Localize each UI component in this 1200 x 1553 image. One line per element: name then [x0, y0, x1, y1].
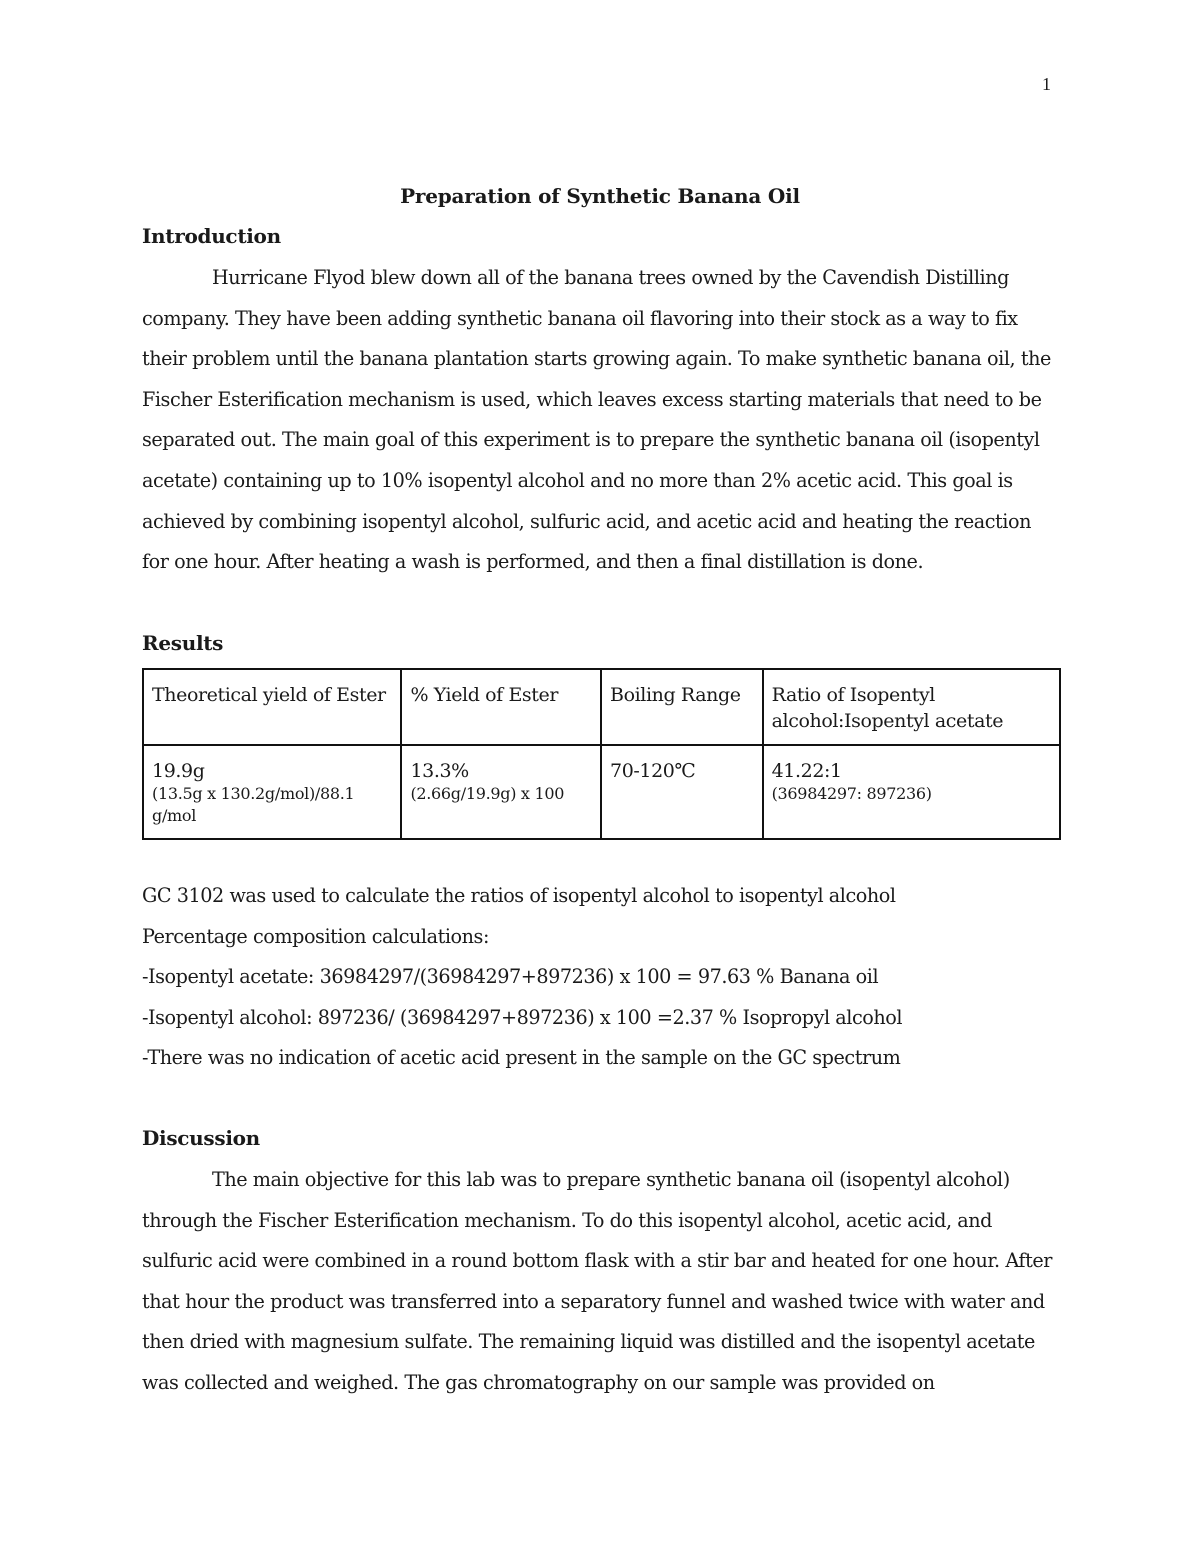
results-table	[142, 668, 1061, 840]
table-header-cell: Boiling Range	[601, 669, 763, 745]
cell-calculation: (13.5g x 130.2g/mol)/88.1 g/mol	[152, 784, 355, 825]
discussion-heading: Discussion	[142, 1126, 260, 1150]
cell-value: 13.3%	[410, 760, 469, 782]
cell-value: 19.9g	[152, 760, 205, 782]
introduction-heading: Introduction	[142, 224, 281, 248]
cell-calculation: (36984297: 897236)	[771, 784, 932, 803]
table-header-cell: % Yield of Ester	[401, 669, 601, 745]
table-header-cell: Theoretical yield of Ester	[143, 669, 401, 745]
table-row	[143, 745, 1060, 839]
page-number: 1	[1042, 74, 1051, 94]
results-line: -There was no indication of acetic acid present in the sample on the GC spectrum	[142, 1046, 901, 1070]
discussion-text: The main objective for this lab was to prepare synthetic banana oil (isopentyl alcohol) through the Fischer Esterification mechanism. To do this isopentyl alcohol, acetic acid, and sulfuric acid were combined in a round bottom flask with a stir bar and heated for one hour. After that hour the product was transferred into a separatory funnel and washed twice with water and then dried with magnesium sulfate. The remaining liquid was distilled and the isopentyl acetate was collected and weighed. The gas chromatography on our sample was provided on	[142, 1168, 1052, 1394]
table-header-row	[143, 669, 1060, 745]
discussion-paragraph	[142, 1160, 1062, 1404]
results-line: -Isopentyl acetate: 36984297/(36984297+897236) x 100 = 97.63 % Banana oil	[142, 965, 879, 989]
results-line: -Isopentyl alcohol: 897236/ (36984297+897236) x 100 =2.37 % Isopropyl alcohol	[142, 1005, 903, 1029]
table-cell-percent-yield	[401, 745, 601, 839]
table-header-cell: Ratio of Isopentyl alcohol:Isopentyl acetate	[763, 669, 1060, 745]
cell-value: 70-120℃	[610, 760, 696, 782]
introduction-text: Hurricane Flyod blew down all of the banana trees owned by the Cavendish Distilling company. They have been adding synthetic banana oil flavoring into their stock as a way to fix their problem until the banana plantation starts growing again. To make synthetic banana oil, the Fischer Esterification mechanism is used, which leaves excess starting materials that need to be separated out. The main goal of this experiment is to prepare the synthetic banana oil (isopentyl acetate) containing up to 10% isopentyl alcohol and no more than 2% acetic acid. This goal is achieved by combining isopentyl alcohol, sulfuric acid, and acetic acid and heating the reaction for one hour. After heating a wash is performed, and then a final distillation is done.	[142, 266, 1051, 574]
table-cell-theoretical-yield	[143, 745, 401, 839]
table-cell-boiling-range	[601, 745, 763, 839]
cell-value: 41.22:1	[771, 760, 842, 782]
results-heading: Results	[142, 631, 224, 655]
results-line: Percentage composition calculations:	[142, 924, 489, 948]
results-line: GC 3102 was used to calculate the ratios of isopentyl alcohol to isopentyl alcohol	[142, 884, 896, 907]
document-title: Preparation of Synthetic Banana Oil	[400, 184, 800, 208]
cell-calculation: (2.66g/19.9g) x 100	[410, 784, 565, 803]
introduction-paragraph	[142, 258, 1062, 583]
results-notes	[142, 876, 1072, 1079]
table-cell-ratio	[763, 745, 1060, 839]
